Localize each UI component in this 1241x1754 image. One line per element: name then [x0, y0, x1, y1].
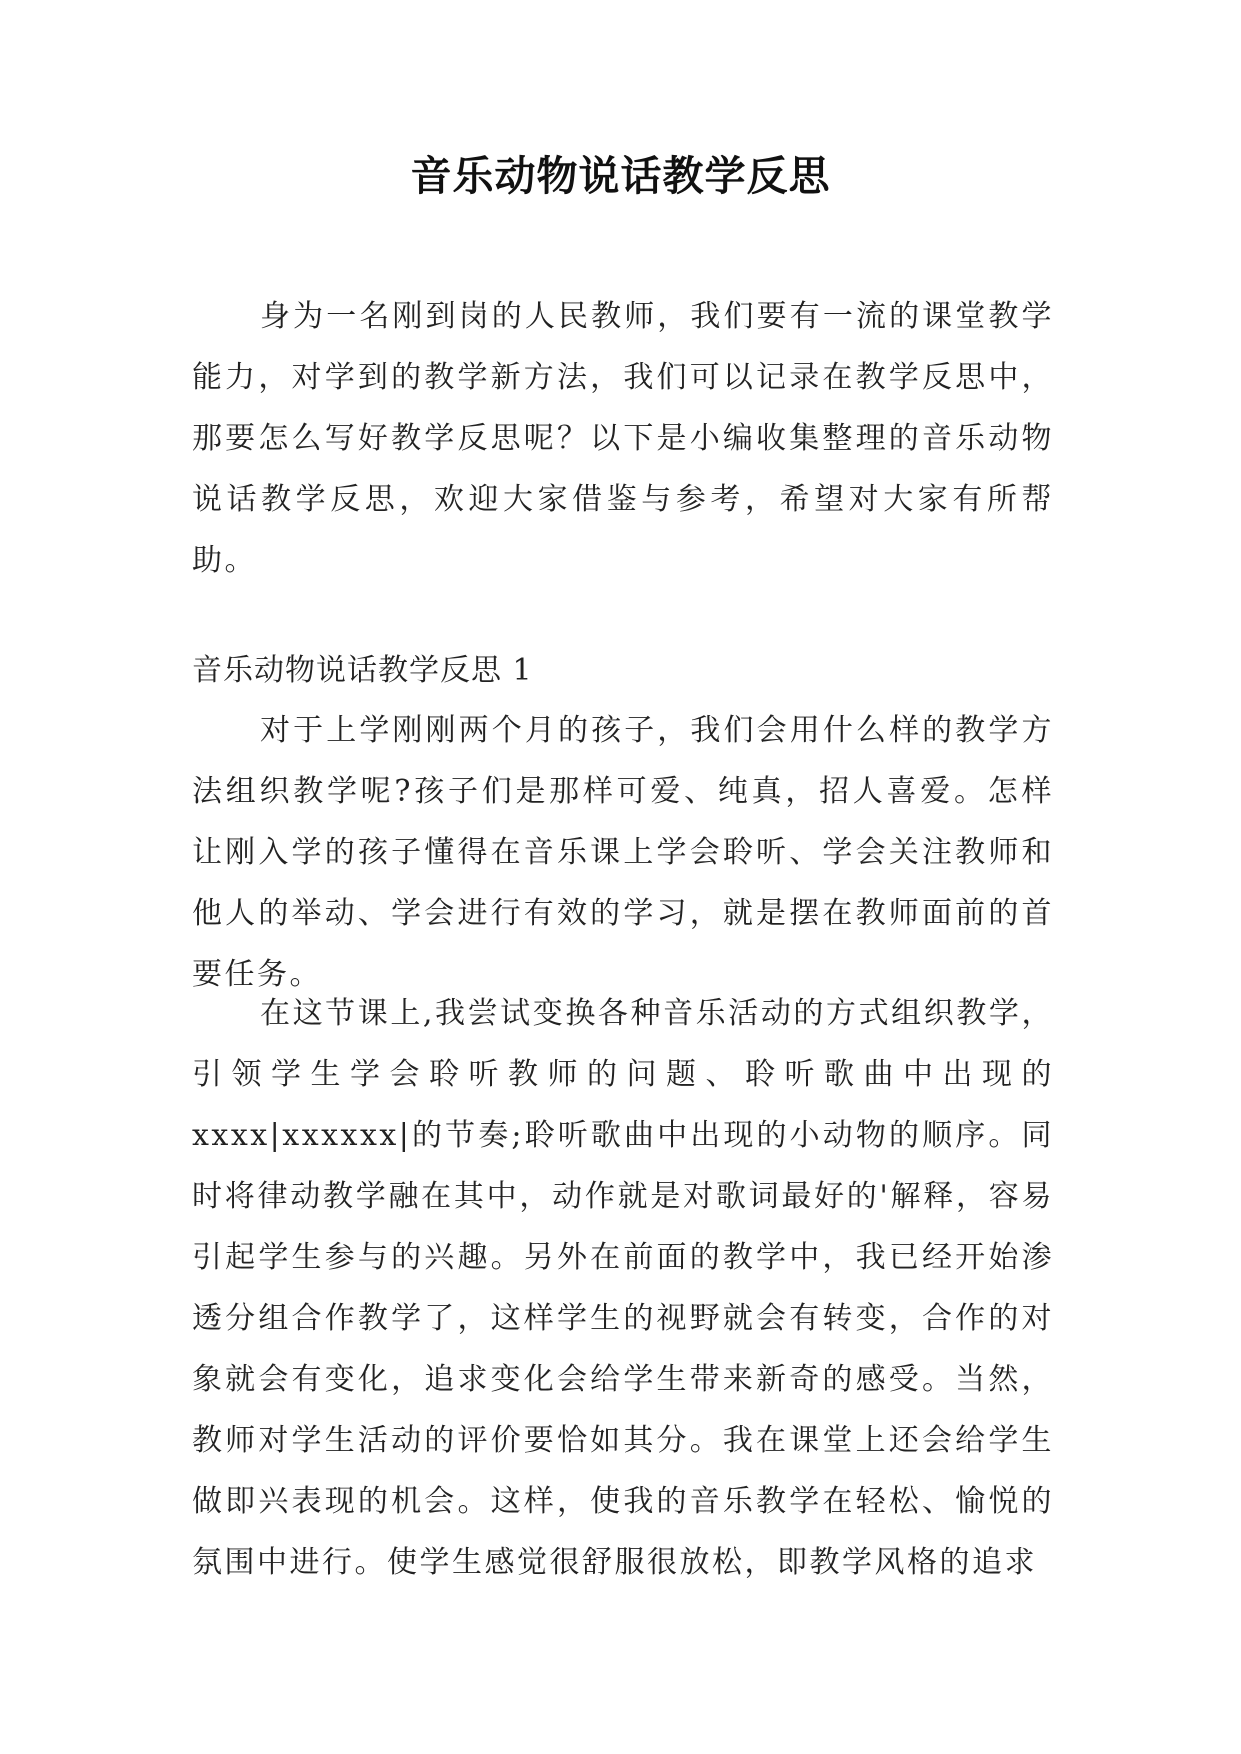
document-title: 音乐动物说话教学反思 [410, 152, 831, 200]
intro-paragraph: 身为一名刚到岗的人民教师，我们要有一流的课堂教学能力，对学到的教学新方法，我们可以记录在教学反思中，那要怎么写好教学反思呢？以下是小编收集整理的音乐动物说话教学反思，欢迎大家借鉴与参考，希望对大家有所帮助。 [192, 299, 1054, 578]
body-paragraph-1: 对于上学刚刚两个月的孩子，我们会用什么样的教学方法组织教学呢?孩子们是那样可爱、纯真，招人喜爱。怎样让刚入学的孩子懂得在音乐课上学会聆听、学会关注教师和他人的举动、学会进行有效的学习，就是摆在教师面前的首要任务。 [192, 713, 1054, 992]
section-heading: 音乐动物说话教学反思 1 [192, 653, 533, 688]
body-paragraph-2: 在这节课上,我尝试变换各种音乐活动的方式组织教学，引领学生学会聆听教师的问题、聆听歌曲中出现的xxxx|xxxxxx|的节奏;聆听歌曲中出现的小动物的顺序。同时将律动教学融在其中，动作就是对歌词最好的'解释，容易引起学生参与的兴趣。另外在前面的教学中，我已经开始渗透分组合作教学了，这样学生的视野就会有转变，合作的对象就会有变化，追求变化会给学生带来新奇的感受。当然，教师对学生活动的评价要恰如其分。我在课堂上还会给学生做即兴表现的机会。这样，使我的音乐教学在轻松、愉悦的氛围中进行。使学生感觉很舒服很放松，即教学风格的追求 [192, 996, 1054, 1580]
